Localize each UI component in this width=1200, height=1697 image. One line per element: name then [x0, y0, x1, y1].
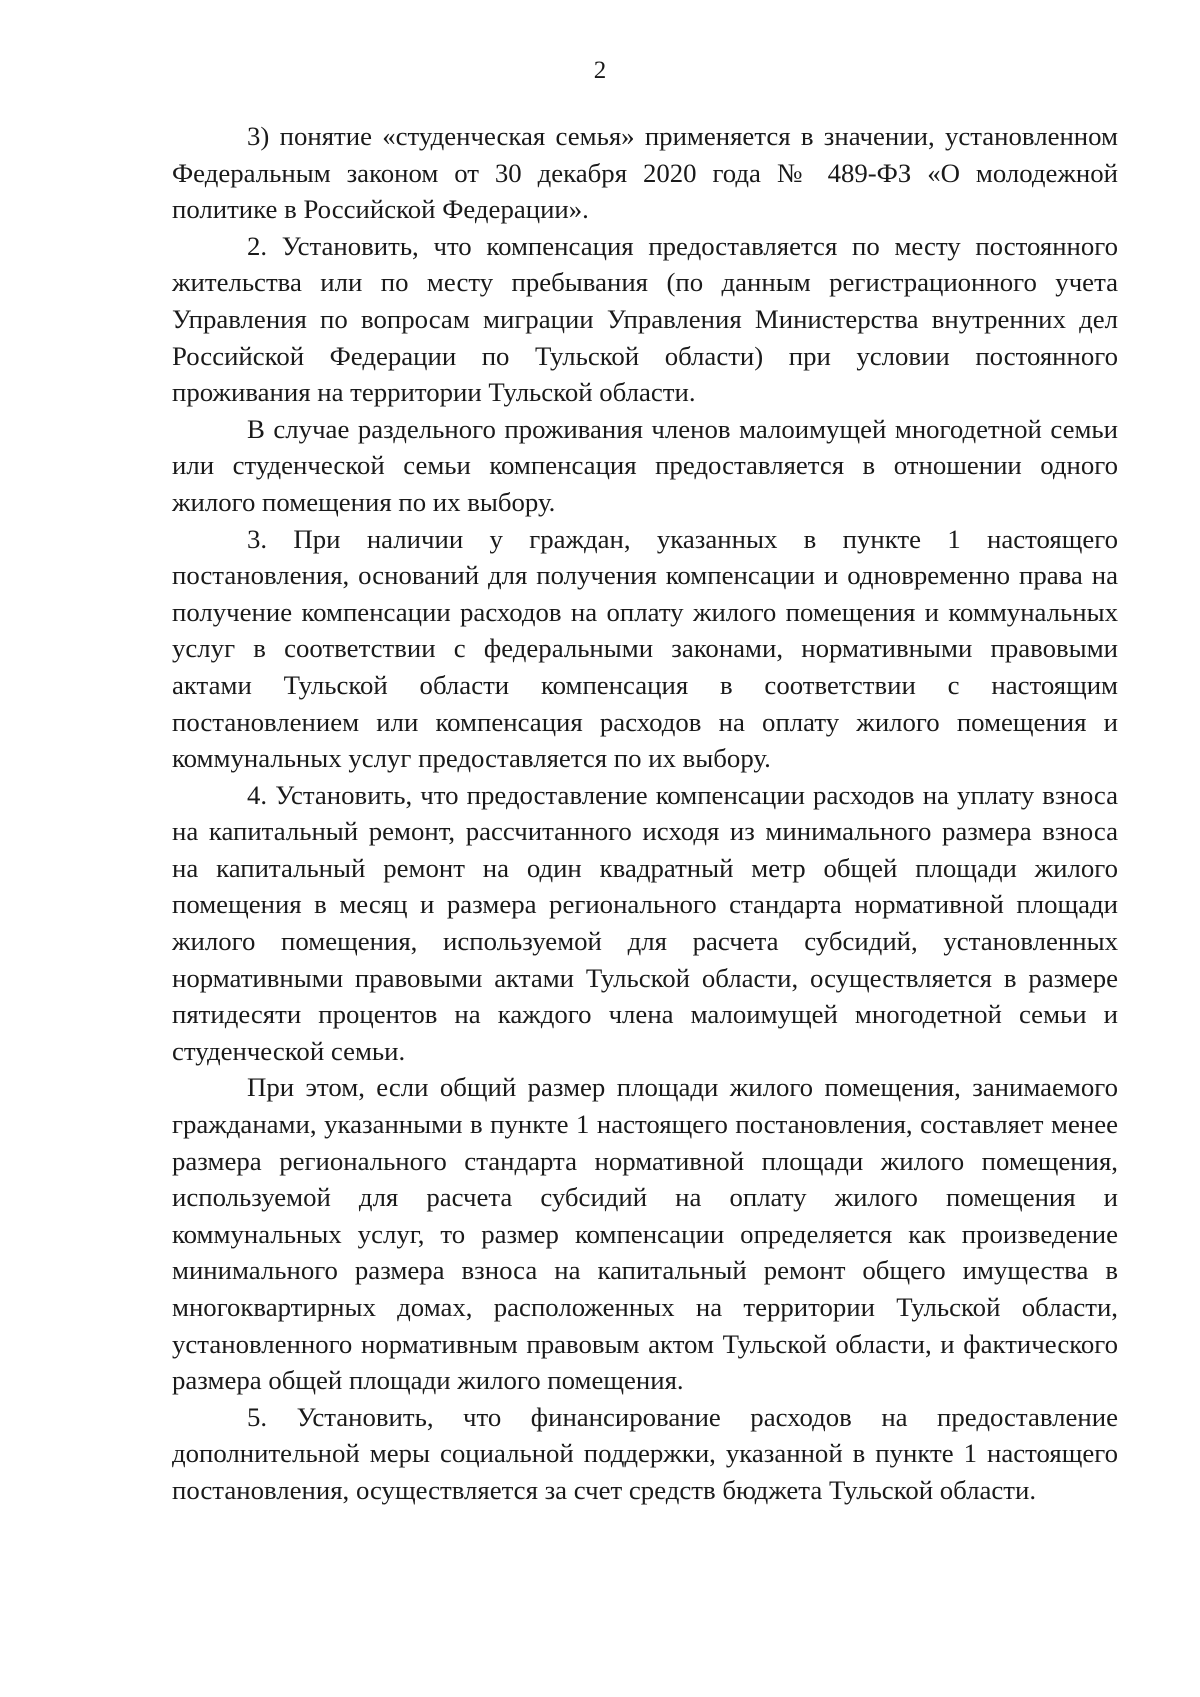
document-body [172, 118, 1118, 1509]
paragraph-clause-3: 3. При наличии у граждан, указанных в пункте 1 настоящего постановления, оснований для получения компенсации и одновременно права на получение компенсации расходов на оплату жилого помещения и коммунальных услуг в соответствии с федеральными законами, нормативными правовыми актами Тульской области компенсация в соответствии с настоящим постановлением или компенсация расходов на оплату жилого помещения и коммунальных услуг предоставляется по их выбору. [172, 523, 1118, 774]
paragraph-clause-2: 2. Установить, что компенсация предоставляется по месту постоянного жительства или по месту пребывания (по данным регистрационного учета Управления по вопросам миграции Управления Министерства внутренних дел Российской Федерации по Тульской области) при условии постоянного проживания на территории Тульской области. [172, 230, 1118, 408]
paragraph-clause-4-area-rule: При этом, если общий размер площади жилого помещения, занимаемого гражданами, указанными в пункте 1 настоящего постановления, составляет менее размера регионального стандарта нормативной площади жилого помещения, используемой для расчета субсидий на оплату жилого помещения и коммунальных услуг, то размер компенсации определяется как произведение минимального размера взноса на капитальный ремонт общего имущества в многоквартирных домах, расположенных на территории Тульской области, установленного нормативным правовым актом Тульской области, и фактического размера общей площади жилого помещения. [172, 1072, 1118, 1396]
paragraph-clause-2-separate-residence: В случае раздельного проживания членов малоимущей многодетной семьи или студенческой семьи компенсация предоставляется в отношении одного жилого помещения по их выбору. [172, 413, 1118, 517]
paragraph-clause-4: 4. Установить, что предоставление компенсации расходов на уплату взноса на капитальный ремонт, рассчитанного исходя из минимального размера взноса на капитальный ремонт на один квадратный метр общей площади жилого помещения в месяц и размера регионального стандарта нормативной площади жилого помещения, используемой для расчета субсидий, установленных нормативными правовыми актами Тульской области, осуществляется в размере пятидесяти процентов на каждого члена малоимущей многодетной семьи и студенческой семьи. [172, 779, 1118, 1066]
paragraph-subitem-3: 3) понятие «студенческая семья» применяется в значении, установленном Федеральным законом от 30 декабря 2020 года № 489-ФЗ «О молодежной политике в Российской Федерации». [172, 121, 1118, 225]
paragraph-clause-5: 5. Установить, что финансирование расходов на предоставление дополнительной меры социальной поддержки, указанной в пункте 1 настоящего постановления, осуществляется за счет средств бюджета Тульской области. [172, 1401, 1118, 1505]
page-number: 2 [593, 57, 607, 84]
